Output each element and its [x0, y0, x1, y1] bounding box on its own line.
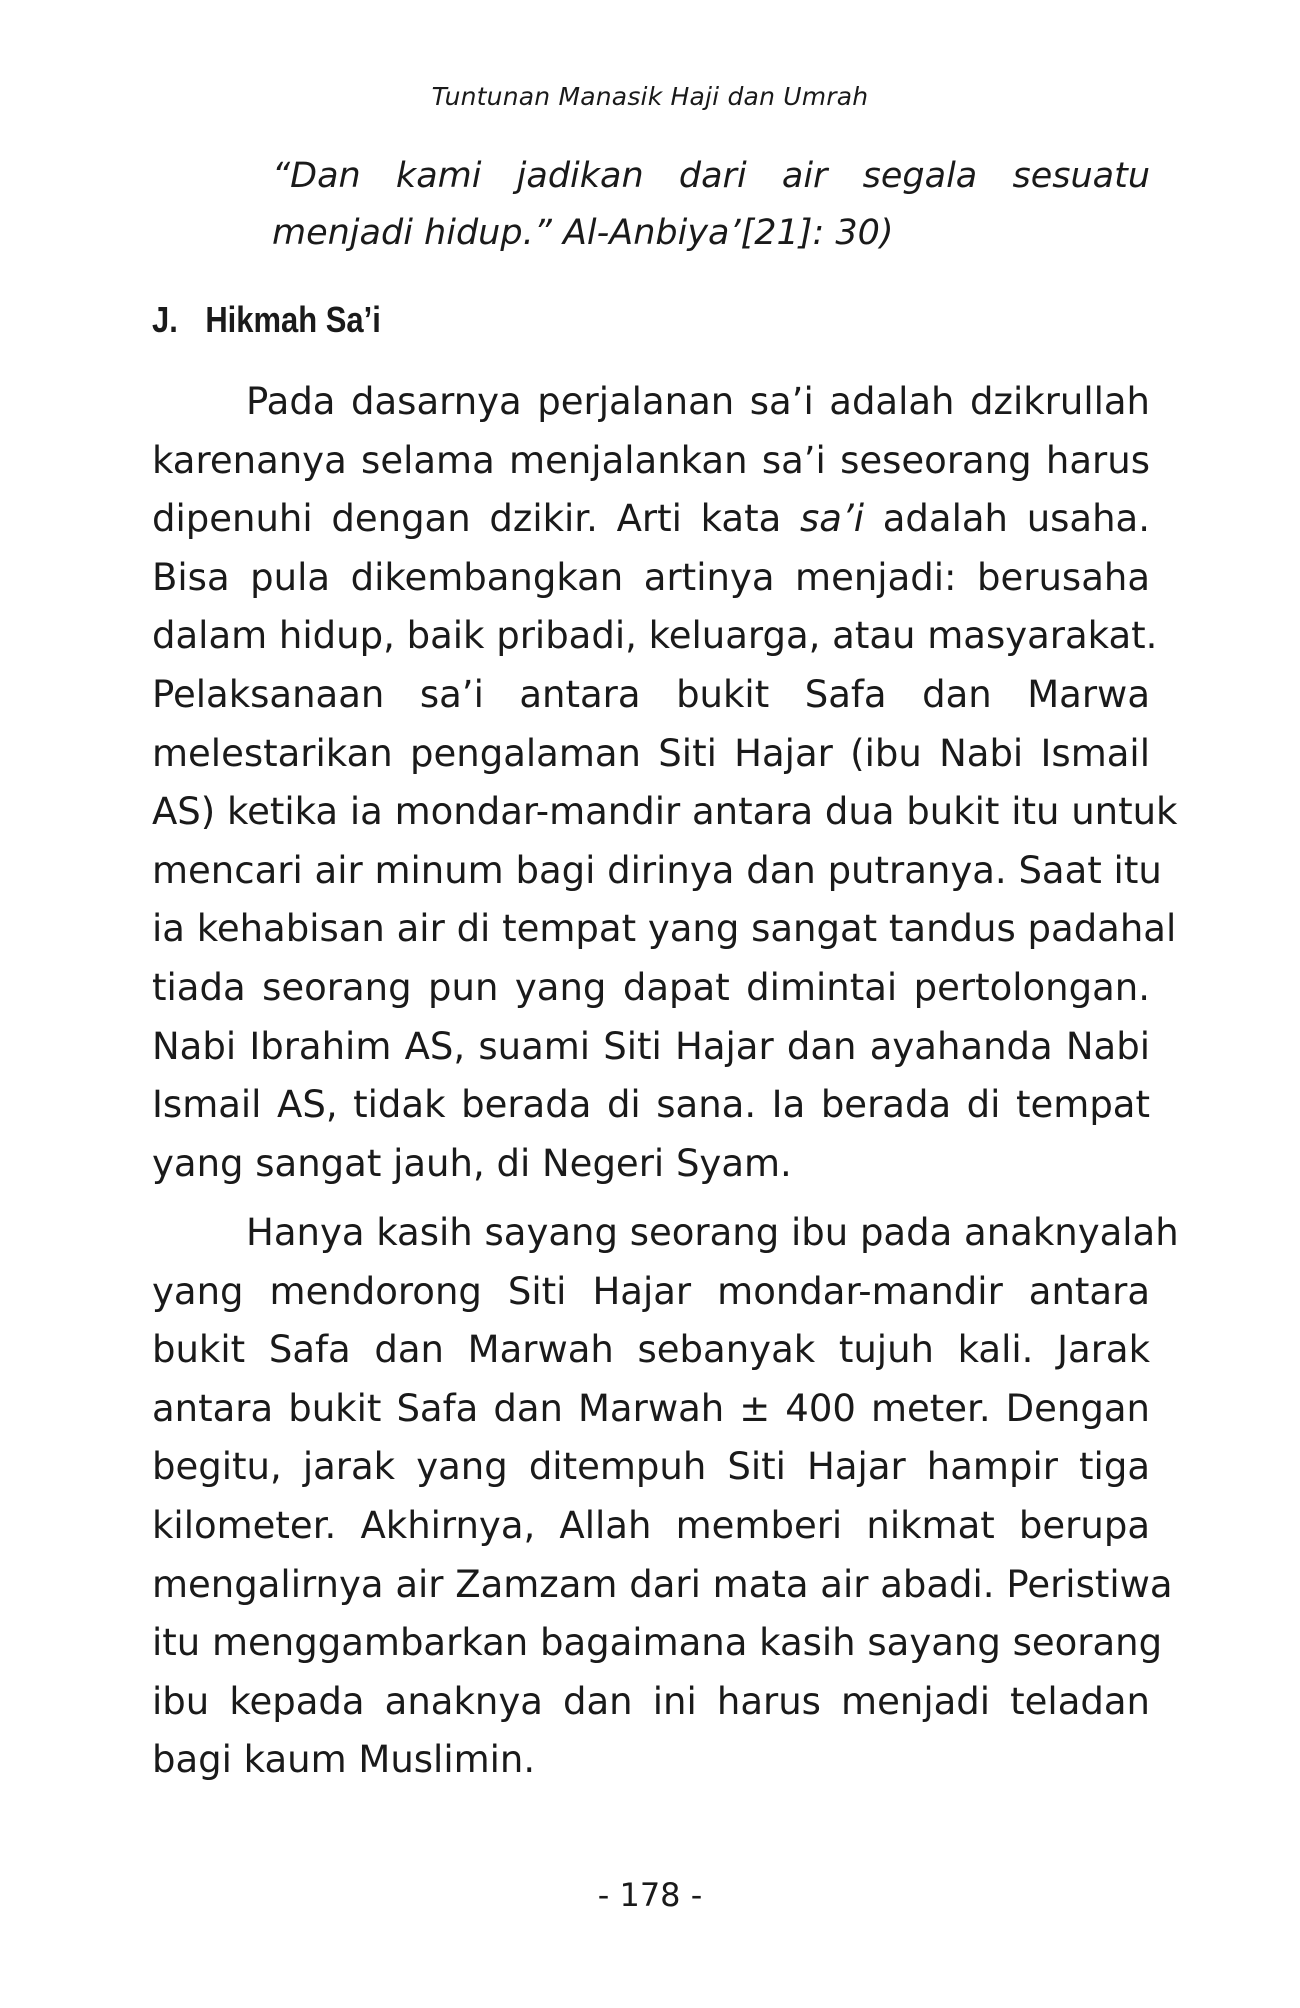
quran-quote: “Dan kami jadikan dari air segala sesuatu menjadi hidup.” Al-Anbiya’[21]: 30)	[272, 156, 1150, 253]
paragraph-line: ibu kepada anaknya dan ini harus menjadi teladan	[152, 1679, 1150, 1723]
paragraph-line: tiada seorang pun yang dapat dimintai pertolongan.	[152, 965, 1150, 1009]
paragraph-line: mencari air minum bagi dirinya dan putranya. Saat itu	[152, 848, 1162, 892]
paragraph-line: mengalirnya air Zamzam dari mata air abadi. Peristiwa	[152, 1562, 1173, 1606]
paragraph-line: antara bukit Safa dan Marwah ± 400 meter. Dengan	[152, 1386, 1150, 1430]
paragraph-line: melestarikan pengalaman Siti Hajar (ibu Nabi Ismail	[152, 731, 1150, 775]
paragraph-1	[152, 373, 1178, 1193]
paragraph-line: Pelaksanaan sa’i antara bukit Safa dan Marwa	[152, 672, 1150, 716]
paragraph-line: itu menggambarkan bagaimana kasih sayang seorang	[152, 1621, 1163, 1665]
paragraph-line: bukit Safa dan Marwah sebanyak tujuh kali. Jarak	[152, 1328, 1150, 1372]
paragraph-line: dalam hidup, baik pribadi, keluarga, atau masyarakat.	[152, 614, 1158, 658]
paragraph-line: kilometer. Akhirnya, Allah memberi nikmat berupa	[152, 1503, 1150, 1547]
paragraph-line: dipenuhi dengan dzikir. Arti kata sa’i adalah usaha.	[152, 497, 1150, 541]
paragraph-line: bagi kaum Muslimin.	[152, 1738, 536, 1782]
section-title: Hikmah Sa’i	[205, 299, 381, 340]
paragraph-line: Hanya kasih sayang seorang ibu pada anaknyalah	[246, 1211, 1179, 1254]
section-number: J.	[152, 299, 178, 340]
paragraph-line: Pada dasarnya perjalanan sa’i adalah dzikrullah	[246, 380, 1150, 423]
section-heading	[152, 299, 381, 341]
paragraph-line: ia kehabisan air di tempat yang sangat tandus padahal	[152, 907, 1177, 951]
running-header: Tuntunan Manasik Haji dan Umrah	[431, 82, 869, 111]
paragraph-line: AS) ketika ia mondar-mandir antara dua bukit itu untuk	[152, 790, 1178, 834]
paragraph-line: begitu, jarak yang ditempuh Siti Hajar hampir tiga	[152, 1445, 1150, 1489]
page-number: - 178 -	[597, 1876, 703, 1914]
emphasized-term: sa’i	[800, 497, 865, 541]
paragraph-line: Bisa pula dikembangkan artinya menjadi: berusaha	[152, 555, 1150, 599]
paragraph-line: Nabi Ibrahim AS, suami Siti Hajar dan ayahanda Nabi	[152, 1024, 1150, 1068]
paragraph-line: yang mendorong Siti Hajar mondar-mandir antara	[152, 1269, 1150, 1313]
paragraph-line: karenanya selama menjalankan sa’i seseorang harus	[152, 438, 1150, 482]
paragraph-line: yang sangat jauh, di Negeri Syam.	[152, 1141, 792, 1185]
paragraph-line: Ismail AS, tidak berada di sana. Ia berada di tempat	[152, 1083, 1150, 1127]
paragraph-2	[152, 1204, 1179, 1790]
